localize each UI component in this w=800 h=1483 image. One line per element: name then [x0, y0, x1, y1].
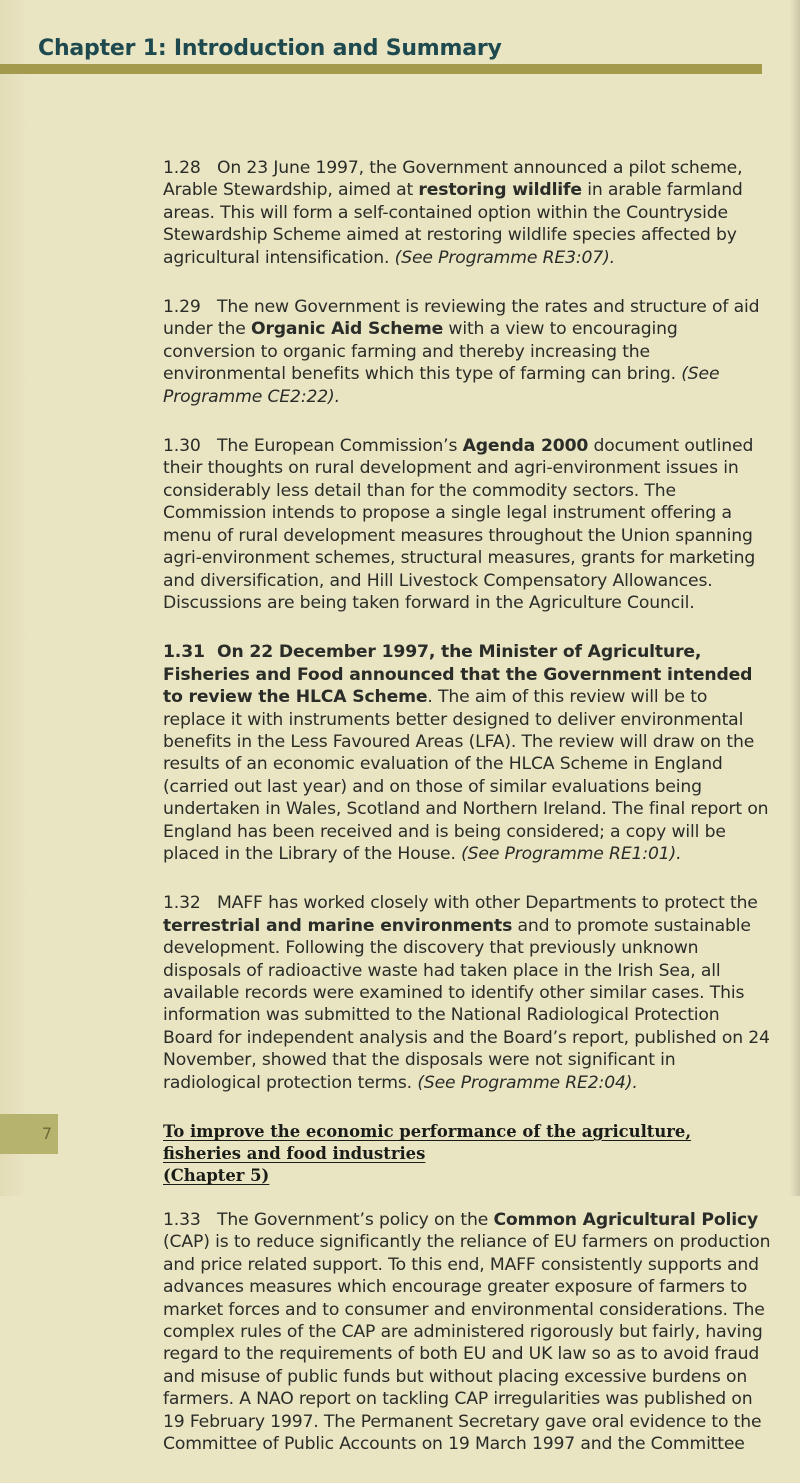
bold-term: terrestrial and marine environments: [163, 915, 513, 936]
paragraph-number: 1.29: [163, 297, 201, 318]
programme-reference: (See Programme RE1:01).: [461, 843, 682, 864]
paragraph-1-31: [163, 641, 771, 865]
header-rule: [0, 64, 762, 74]
chapter-title: Chapter 1: Introduction and Summary: [38, 36, 502, 61]
paragraph-text: (CAP) is to reduce significantly the reliance of EU farmers on production and price related support. To this end, MAFF consistently supports and advances measures which encourage greater exposure of farmers to market forces and to consumer and environmental considerations. The complex rules of the CAP are administered rigorously but fairly, having regard to the requirements of both EU and UK law so as to avoid fraud and misuse of public funds but without placing excessive burdens on farmers. A NAO report on tackling CAP irregularities was published on 19 February 1997. The Permanent Secretary gave oral evidence to the Committee of Public Accounts on 19 March 1997 and the Committee: [163, 1232, 771, 1455]
paragraph-1-30: [163, 435, 771, 614]
paragraph-1-33: [163, 1209, 771, 1455]
bold-term: restoring wildlife: [418, 180, 582, 201]
paragraph-text: with a view to encouraging conversion to organic farming and thereby increasing the environmental benefits which this type of farming can bring.: [163, 319, 682, 385]
paragraph-text: and to promote sustainable development. Following the discovery that previously unknown disposals of radioactive waste had taken place in the Irish Sea, all available records were examined to identify other similar cases. This information was submitted to the National Radiological Protection Board for independent analysis and the Board’s report, published on 24 November, showed that the disposals were not significant in radiological protection terms.: [163, 915, 770, 1093]
paragraph-number: 1.33: [163, 1210, 201, 1231]
paragraph-text: On 23 June 1997, the Government announced a pilot scheme, Arable Stewardship, aimed at: [163, 158, 743, 201]
programme-reference: (See Programme RE3:07).: [394, 247, 615, 268]
page-number: 7: [0, 1114, 58, 1154]
paragraph-text: in arable farmland areas. This will form a self-contained option within the Countryside Stewardship Scheme aimed at restoring wildlife species affected by agricultural intensification.: [163, 180, 743, 268]
paragraph-1-29: [163, 296, 771, 408]
section-heading-title: To improve the economic performance of the agriculture, fisheries and food industries: [163, 1122, 692, 1164]
section-heading: [163, 1121, 771, 1187]
bold-term: Common Agricultural Policy: [493, 1210, 759, 1231]
document-body: [163, 157, 771, 1483]
paragraph-text: . The aim of this review will be to replace it with instruments better designed to deliver environmental benefits in the Less Favoured Areas (LFA). The review will draw on the results of an economic evaluation of the HLCA Scheme in England (carried out last year) and on those of similar evaluations being undertaken in Wales, Scotland and Northern Ireland. The final report on England has been received and is being considered; a copy will be placed in the Library of the House.: [163, 687, 769, 864]
paragraph-number: 1.32: [163, 893, 201, 914]
paragraph-text: The Government’s policy on the: [217, 1210, 494, 1231]
paragraph-text: The European Commission’s: [217, 436, 463, 457]
bold-term: Agenda 2000: [462, 436, 589, 457]
bold-term: On 22 December 1997, the Minister of Agriculture, Fisheries and Food announced that the Government intended to review the HLCA Scheme: [163, 642, 753, 708]
paragraph-text: MAFF has worked closely with other Departments to protect the: [217, 893, 758, 914]
paragraph-number: 1.31: [163, 642, 205, 663]
paragraph-text: The new Government is reviewing the rates and structure of aid under the: [163, 297, 760, 340]
programme-reference: (See Programme RE2:04).: [417, 1072, 638, 1093]
paragraph-1-32: [163, 892, 771, 1094]
paragraph-number: 1.28: [163, 158, 201, 178]
paragraph-text: document outlined their thoughts on rural development and agri-environment issues in considerably less detail than for the commodity sectors. The Commission intends to propose a single legal instrument offering a menu of rural development measures throughout the Union spanning agri-environment schemes, structural measures, grants for marketing and diversification, and Hill Livestock Compensatory Allowances. Discussions are being taken forward in the Agriculture Council.: [163, 436, 756, 613]
section-heading-chapter: (Chapter 5): [163, 1166, 270, 1186]
paragraph-number: 1.30: [163, 436, 201, 457]
page-edge-shadow: [790, 0, 800, 1196]
bold-term: Organic Aid Scheme: [250, 319, 444, 340]
left-margin-strip: [0, 0, 28, 1196]
paragraph-1-28: [163, 157, 771, 269]
programme-reference: (See Programme CE2:22).: [163, 364, 720, 407]
